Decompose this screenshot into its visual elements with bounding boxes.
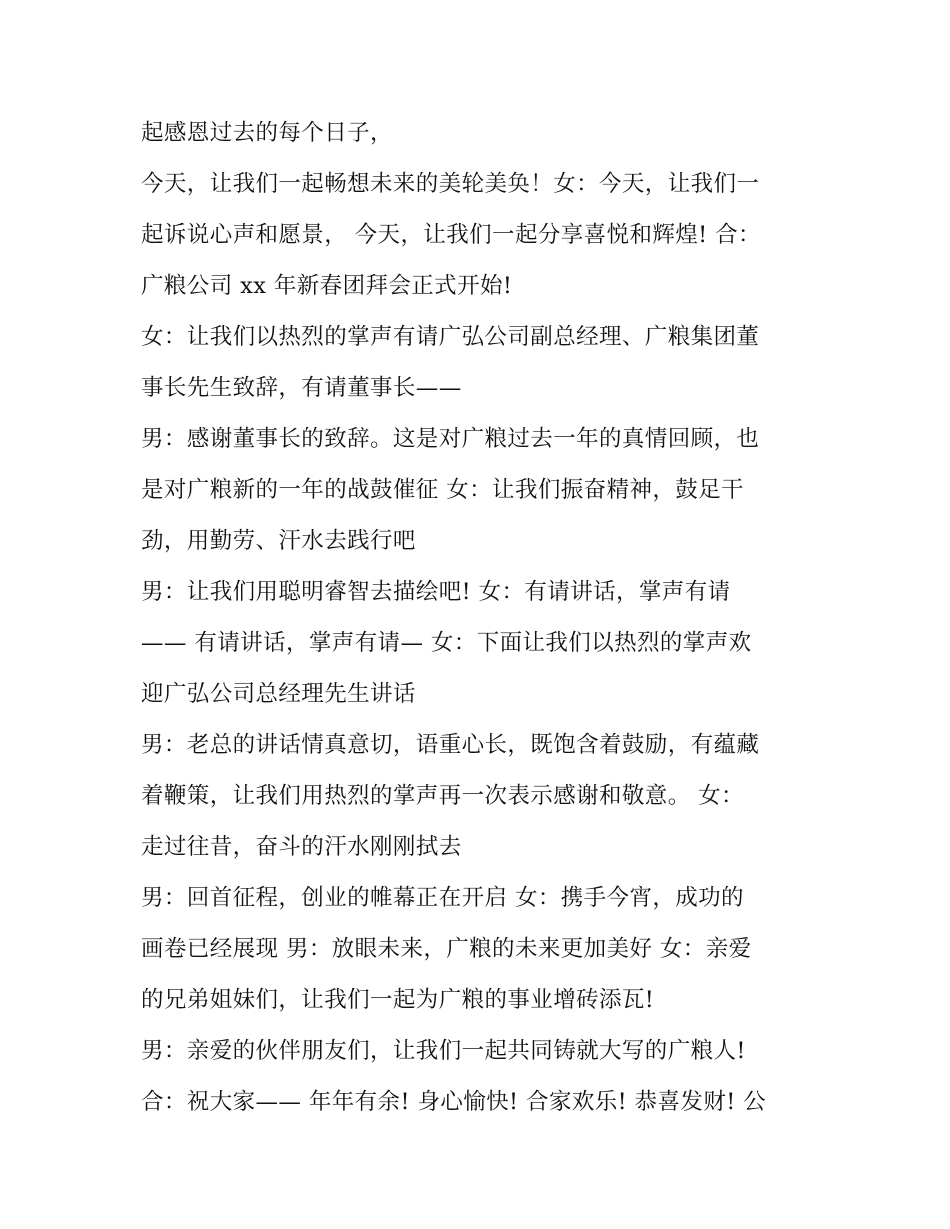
text-line: 广粮公司 xx 年新春团拜会正式开始! [141,273,513,299]
document-body [141,108,821,1128]
text-line: 男：老总的讲话情真意切，语重心长，既饱含着鼓励，有蕴藏 [141,732,760,758]
text-line: 事长先生致辞，有请董事长—— [141,375,462,401]
text-line: 男：让我们用聪明睿智去描绘吧! 女：有请讲话，掌声有请 [141,579,731,605]
text-line: 合：祝大家—— 年年有余! 身心愉快! 合家欢乐! 恭喜发财! 公 [141,1089,767,1115]
text-line: 是对广粮新的一年的战鼓催征 女：让我们振奋精神，鼓足干 [141,477,744,503]
text-line: 今天，让我们一起畅想未来的美轮美奂！女：今天，让我们一 [141,171,760,197]
text-line: 着鞭策，让我们用热烈的掌声再一次表示感谢和敬意。 女： [141,783,744,809]
text-line: 起感恩过去的每个日子， [141,120,393,146]
text-line: 男：感谢董事长的致辞。这是对广粮过去一年的真情回顾，也 [141,426,760,452]
text-line: 劲，用勤劳、汗水去践行吧 [141,528,416,554]
text-line: 男：亲爱的伙伴朋友们，让我们一起共同铸就大写的广粮人! [141,1038,746,1064]
text-line: 女：让我们以热烈的掌声有请广弘公司副总经理、广粮集团董 [141,324,760,350]
text-line: 画卷已经展现 男：放眼未来，广粮的未来更加美好 女：亲爱 [141,936,752,962]
text-line: 的兄弟姐妹们，让我们一起为广粮的事业增砖添瓦! [141,987,655,1013]
text-line: 迎广弘公司总经理先生讲话 [141,681,416,707]
text-line: 起诉说心声和愿景， 今天，让我们一起分享喜悦和辉煌! 合： [141,222,761,248]
text-line: 走过往昔，奋斗的汗水刚刚拭去 [141,834,462,860]
text-line: —— 有请讲话，掌声有请— 女：下面让我们以热烈的掌声欢 [141,630,752,656]
text-line: 男：回首征程，创业的帷幕正在开启 女：携手今宵，成功的 [141,885,744,911]
